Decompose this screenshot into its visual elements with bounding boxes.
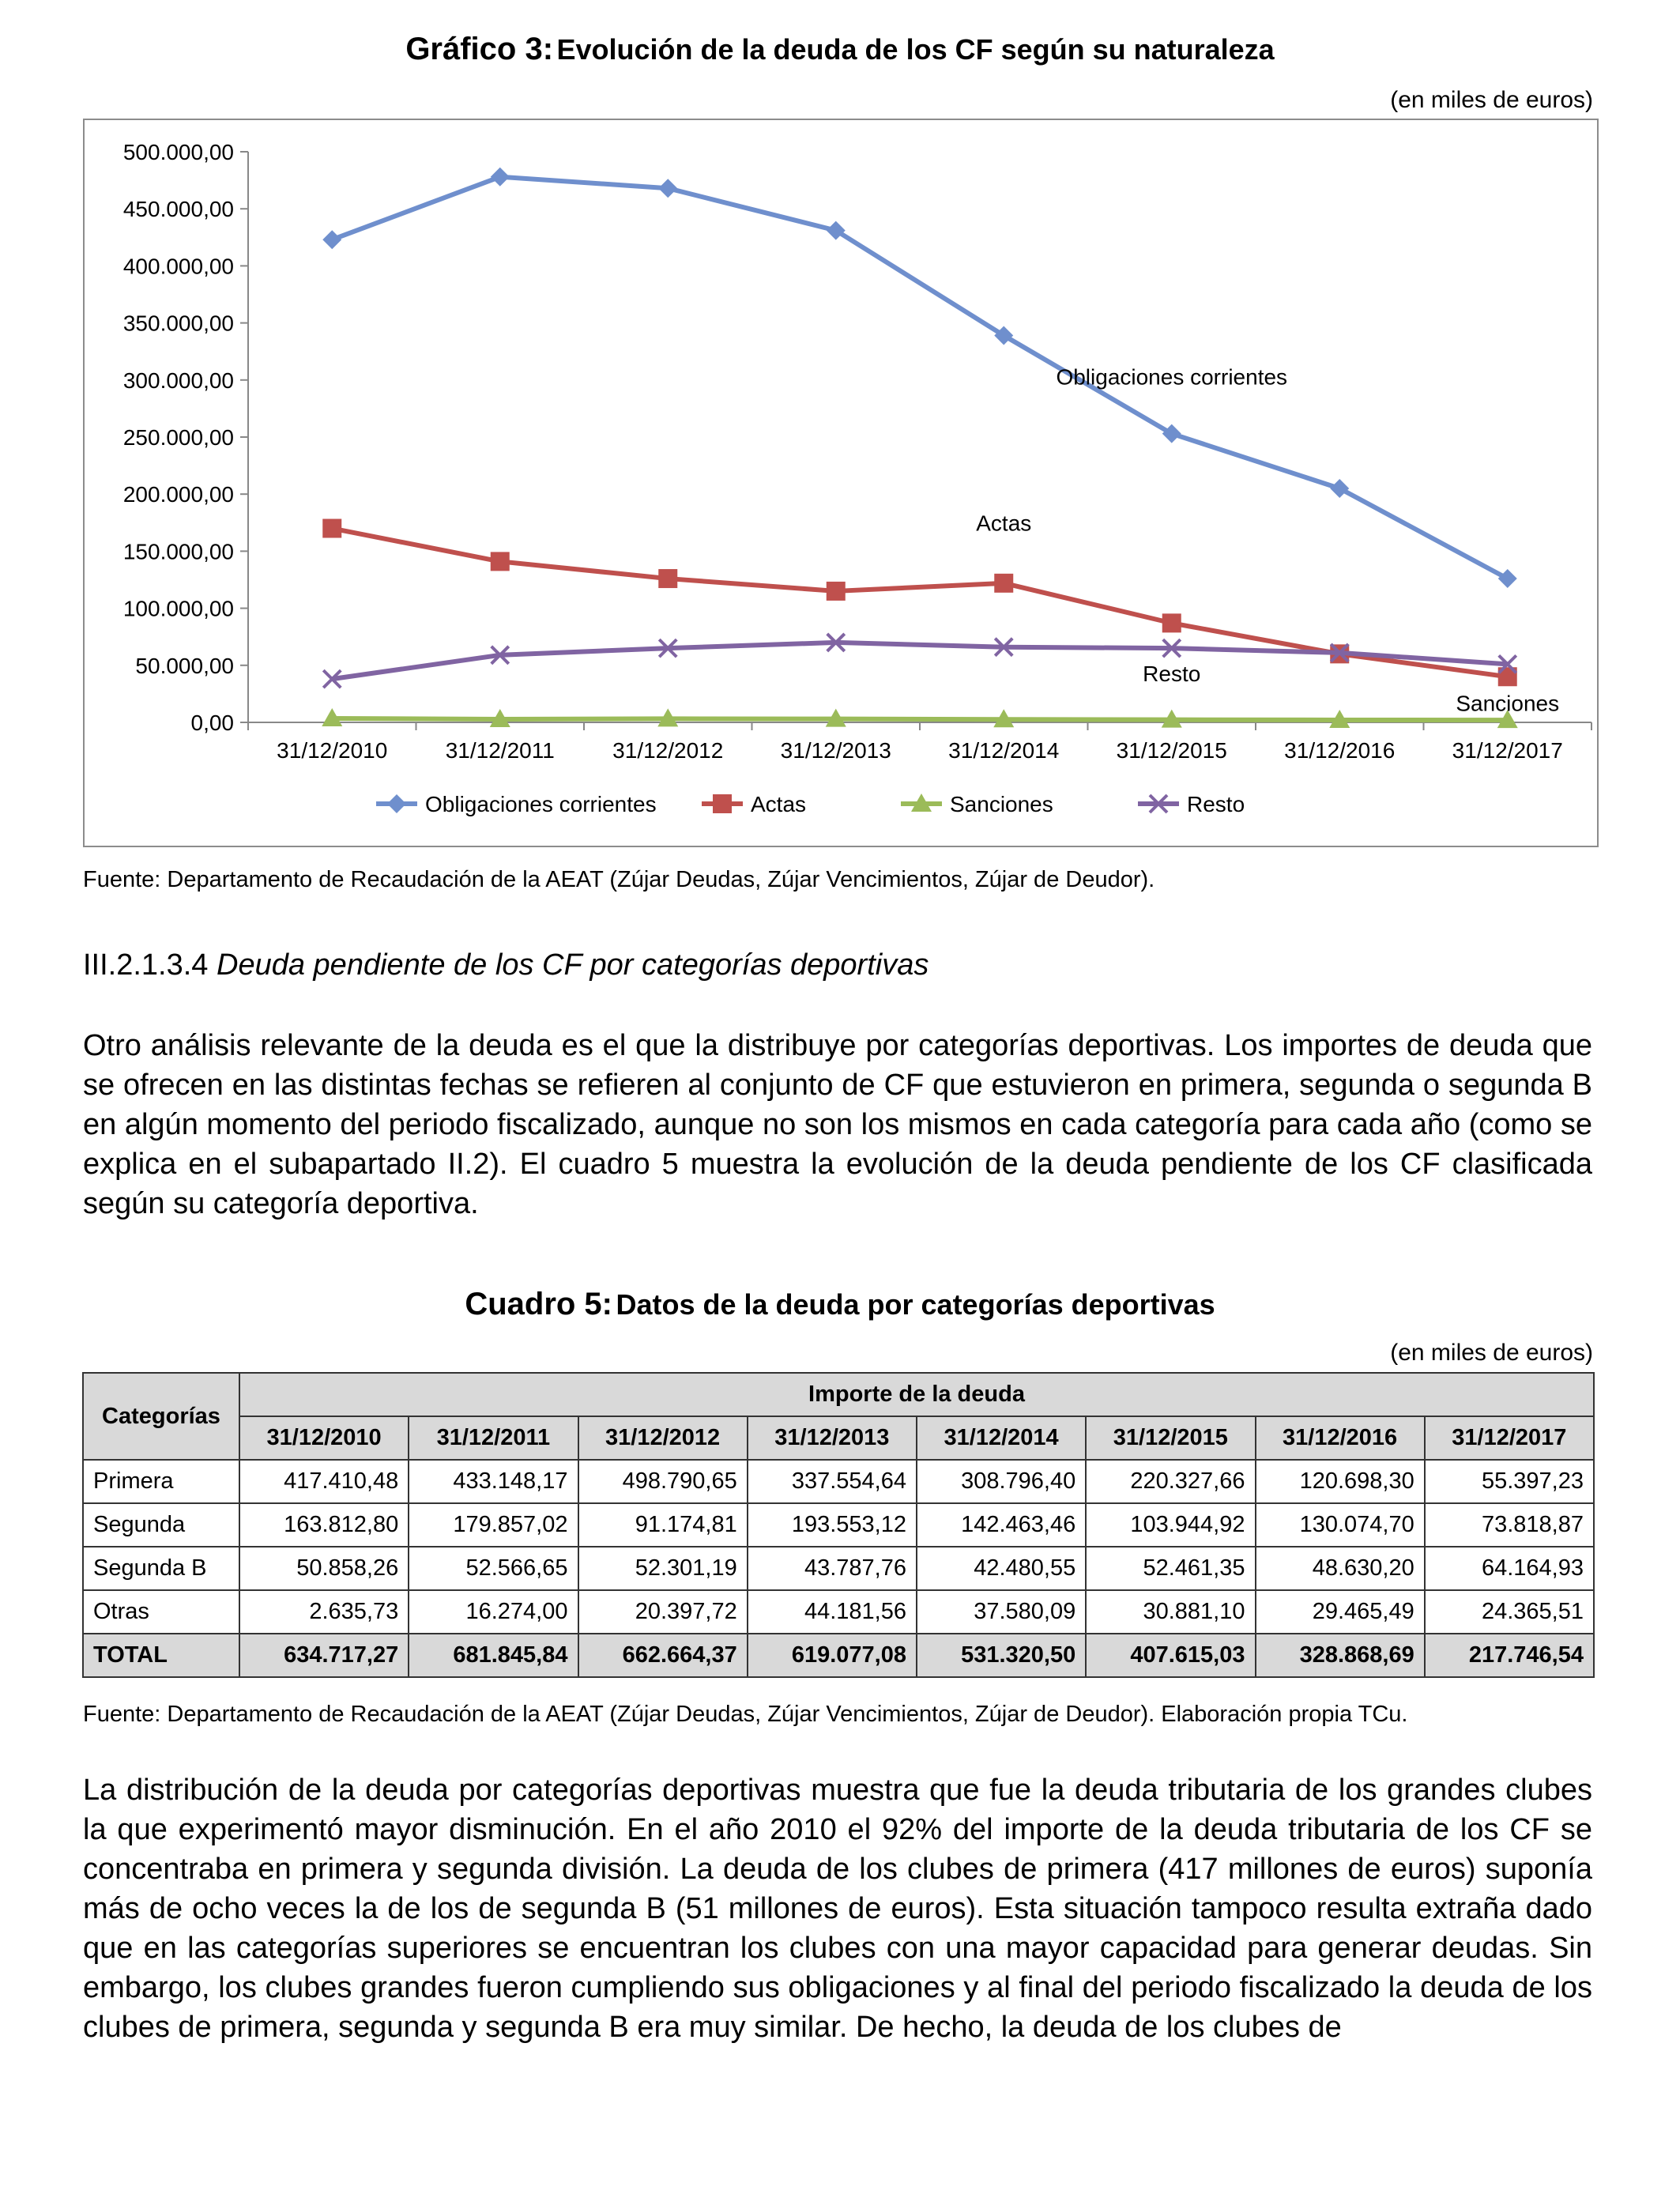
- data-point: [1162, 424, 1181, 443]
- x-tick-label: 31/12/2012: [612, 738, 724, 763]
- y-tick-label: 100.000,00: [122, 596, 234, 621]
- legend-label: Obligaciones corrientes: [425, 792, 657, 816]
- cell-value: 44.181,56: [748, 1590, 917, 1634]
- cell-value: 64.164,93: [1425, 1547, 1594, 1590]
- cell-value: 48.630,20: [1256, 1547, 1425, 1590]
- cell-value: 55.397,23: [1425, 1460, 1594, 1503]
- total-value: 328.868,69: [1256, 1634, 1425, 1677]
- year-header: 31/12/2014: [917, 1416, 1086, 1460]
- cell-value: 50.858,26: [239, 1547, 409, 1590]
- cell-value: 308.796,40: [917, 1460, 1086, 1503]
- legend-marker: [713, 794, 732, 813]
- paragraph-categorias: [83, 1026, 1592, 1223]
- chart-caption: [0, 32, 1680, 67]
- paragraph-text: Otro análisis relevante de la deuda es el que la distribuye por categorías deportivas. Los importes de deuda que se ofrecen en las distintas fechas se refieren al conjunto de CF que estuvieron en primera, segunda o segunda B en algún momento del periodo fiscalizado, aunque no son los mismos en cada categoría para cada año (como se explica en el subapartado II.2). El cuadro 5 muestra la evolución de la deuda pendiente de los CF clasificada según su categoría deportiva.: [83, 1029, 1592, 1220]
- data-point: [1162, 613, 1181, 632]
- table-row: [83, 1590, 1594, 1634]
- y-tick-label: 200.000,00: [122, 482, 234, 507]
- series-annotation: Sanciones: [1456, 691, 1560, 716]
- total-value: 407.615,03: [1086, 1634, 1255, 1677]
- data-point: [658, 179, 677, 198]
- total-label: TOTAL: [83, 1634, 239, 1677]
- chart-source: Fuente: Departamento de Recaudación de la AEAT (Zújar Deudas, Zújar Vencimientos, Zújar de Deudor).: [83, 867, 1155, 892]
- paragraph-text: La distribución de la deuda por categorías deportivas muestra que fue la deuda tributaria de los grandes clubes la que experimentó mayor disminución. En el año 2010 el 92% del importe de la deuda tributaria de los CF se concentraba en primera y segunda división. La deuda de los clubes de primera (417 millones de euros) suponía más de ocho veces la de los de segunda B (51 millones de euros). Esta situación tampoco resulta extraña dado que en las categorías superiores se encuentran los clubes con una mayor capacidad para generar deudas. Sin embargo, los clubes grandes fueron cumpliendo sus obligaciones y al final del periodo fiscalizado la deuda de los clubes de primera, segunda y segunda B era muy similar. De hecho, la deuda de los clubes de: [83, 1774, 1592, 2044]
- y-tick-label: 500.000,00: [122, 140, 234, 164]
- cell-value: 52.461,35: [1086, 1547, 1255, 1590]
- row-label: Segunda: [83, 1503, 239, 1547]
- series-annotation: Resto: [1143, 662, 1201, 687]
- cell-value: 179.857,02: [409, 1503, 578, 1547]
- data-point: [322, 519, 341, 538]
- total-value: 634.717,27: [239, 1634, 409, 1677]
- year-header: 31/12/2010: [239, 1416, 409, 1460]
- table-units: (en miles de euros): [1390, 1340, 1593, 1366]
- data-point: [491, 168, 510, 187]
- cell-value: 43.787,76: [748, 1547, 917, 1590]
- series-annotation: Obligaciones corrientes: [1056, 364, 1288, 390]
- section-number: III.2.1.3.4: [83, 948, 209, 982]
- data-point: [827, 582, 846, 601]
- cell-value: 16.274,00: [409, 1590, 578, 1634]
- year-header: 31/12/2015: [1086, 1416, 1255, 1460]
- y-tick-label: 50.000,00: [135, 653, 234, 678]
- section-heading: [83, 948, 929, 982]
- year-header: 31/12/2013: [748, 1416, 917, 1460]
- year-header: 31/12/2017: [1425, 1416, 1594, 1460]
- section-title: Deuda pendiente de los CF por categorías deportivas: [217, 948, 929, 982]
- series-line: [332, 177, 1508, 579]
- chart-units: (en miles de euros): [1390, 87, 1593, 113]
- cell-value: 337.554,64: [748, 1460, 917, 1503]
- table-caption-lead: Cuadro 5:: [465, 1287, 612, 1321]
- x-tick-label: 31/12/2016: [1284, 738, 1396, 763]
- row-label: Primera: [83, 1460, 239, 1503]
- cell-value: 91.174,81: [578, 1503, 748, 1547]
- table-total-row: [83, 1634, 1594, 1677]
- data-point: [1498, 569, 1517, 588]
- cell-value: 2.635,73: [239, 1590, 409, 1634]
- year-header: 31/12/2012: [578, 1416, 748, 1460]
- data-point: [658, 569, 677, 588]
- cell-value: 29.465,49: [1256, 1590, 1425, 1634]
- cell-value: 120.698,30: [1256, 1460, 1425, 1503]
- debt-evolution-chart: [83, 119, 1599, 847]
- cell-value: 52.566,65: [409, 1547, 578, 1590]
- cell-value: 193.553,12: [748, 1503, 917, 1547]
- total-value: 662.664,37: [578, 1634, 748, 1677]
- data-point: [1330, 479, 1349, 498]
- y-tick-label: 300.000,00: [122, 368, 234, 393]
- total-value: 681.845,84: [409, 1634, 578, 1677]
- chart-canvas: [85, 120, 1597, 846]
- x-tick-label: 31/12/2015: [1116, 738, 1227, 763]
- debt-by-category-table: [82, 1372, 1595, 1678]
- cell-value: 37.580,09: [917, 1590, 1086, 1634]
- cell-value: 24.365,51: [1425, 1590, 1594, 1634]
- cell-value: 42.480,55: [917, 1547, 1086, 1590]
- cell-value: 52.301,19: [578, 1547, 748, 1590]
- cell-value: 20.397,72: [578, 1590, 748, 1634]
- x-tick-label: 31/12/2017: [1452, 738, 1563, 763]
- x-tick-label: 31/12/2014: [948, 738, 1060, 763]
- table-row: [83, 1460, 1594, 1503]
- table-source: Fuente: Departamento de Recaudación de la AEAT (Zújar Deudas, Zújar Vencimientos, Zújar de Deudor). Elaboración propia TCu.: [83, 1702, 1408, 1727]
- y-tick-label: 0,00: [190, 711, 234, 735]
- header-categorias: Categorías: [83, 1373, 239, 1460]
- total-value: 217.746,54: [1425, 1634, 1594, 1677]
- total-value: 619.077,08: [748, 1634, 917, 1677]
- paragraph-distribucion: [83, 1770, 1592, 2047]
- table-header-row: [83, 1373, 1594, 1416]
- chart-caption-title: Evolución de la deuda de los CF según su naturaleza: [556, 33, 1275, 66]
- cell-value: 417.410,48: [239, 1460, 409, 1503]
- cell-value: 142.463,46: [917, 1503, 1086, 1547]
- legend-label: Sanciones: [950, 792, 1053, 816]
- table-caption-title: Datos de la deuda por categorías deportivas: [616, 1288, 1215, 1321]
- data-point: [491, 552, 510, 571]
- table-row: [83, 1547, 1594, 1590]
- series-line: [332, 718, 1508, 720]
- row-label: Otras: [83, 1590, 239, 1634]
- total-value: 531.320,50: [917, 1634, 1086, 1677]
- y-tick-label: 400.000,00: [122, 254, 234, 279]
- cell-value: 130.074,70: [1256, 1503, 1425, 1547]
- header-importe: Importe de la deuda: [239, 1373, 1594, 1416]
- cell-value: 163.812,80: [239, 1503, 409, 1547]
- data-point: [994, 574, 1013, 593]
- series-annotation: Actas: [976, 511, 1032, 536]
- data-point: [322, 230, 341, 249]
- y-tick-label: 250.000,00: [122, 425, 234, 450]
- y-tick-label: 150.000,00: [122, 539, 234, 564]
- row-label: Segunda B: [83, 1547, 239, 1590]
- legend-label: Resto: [1187, 792, 1245, 816]
- x-tick-label: 31/12/2013: [780, 738, 891, 763]
- cell-value: 433.148,17: [409, 1460, 578, 1503]
- year-header: 31/12/2016: [1256, 1416, 1425, 1460]
- table-caption: [0, 1287, 1680, 1322]
- chart-caption-lead: Gráfico 3:: [405, 32, 554, 66]
- legend-marker: [387, 794, 406, 813]
- cell-value: 103.944,92: [1086, 1503, 1255, 1547]
- table-row: [83, 1503, 1594, 1547]
- table-years-row: [83, 1416, 1594, 1460]
- y-tick-label: 350.000,00: [122, 311, 234, 336]
- y-tick-label: 450.000,00: [122, 197, 234, 222]
- cell-value: 73.818,87: [1425, 1503, 1594, 1547]
- cell-value: 498.790,65: [578, 1460, 748, 1503]
- cell-value: 220.327,66: [1086, 1460, 1255, 1503]
- year-header: 31/12/2011: [409, 1416, 578, 1460]
- legend-label: Actas: [751, 792, 807, 816]
- cell-value: 30.881,10: [1086, 1590, 1255, 1634]
- x-tick-label: 31/12/2010: [277, 738, 388, 763]
- x-tick-label: 31/12/2011: [445, 738, 555, 763]
